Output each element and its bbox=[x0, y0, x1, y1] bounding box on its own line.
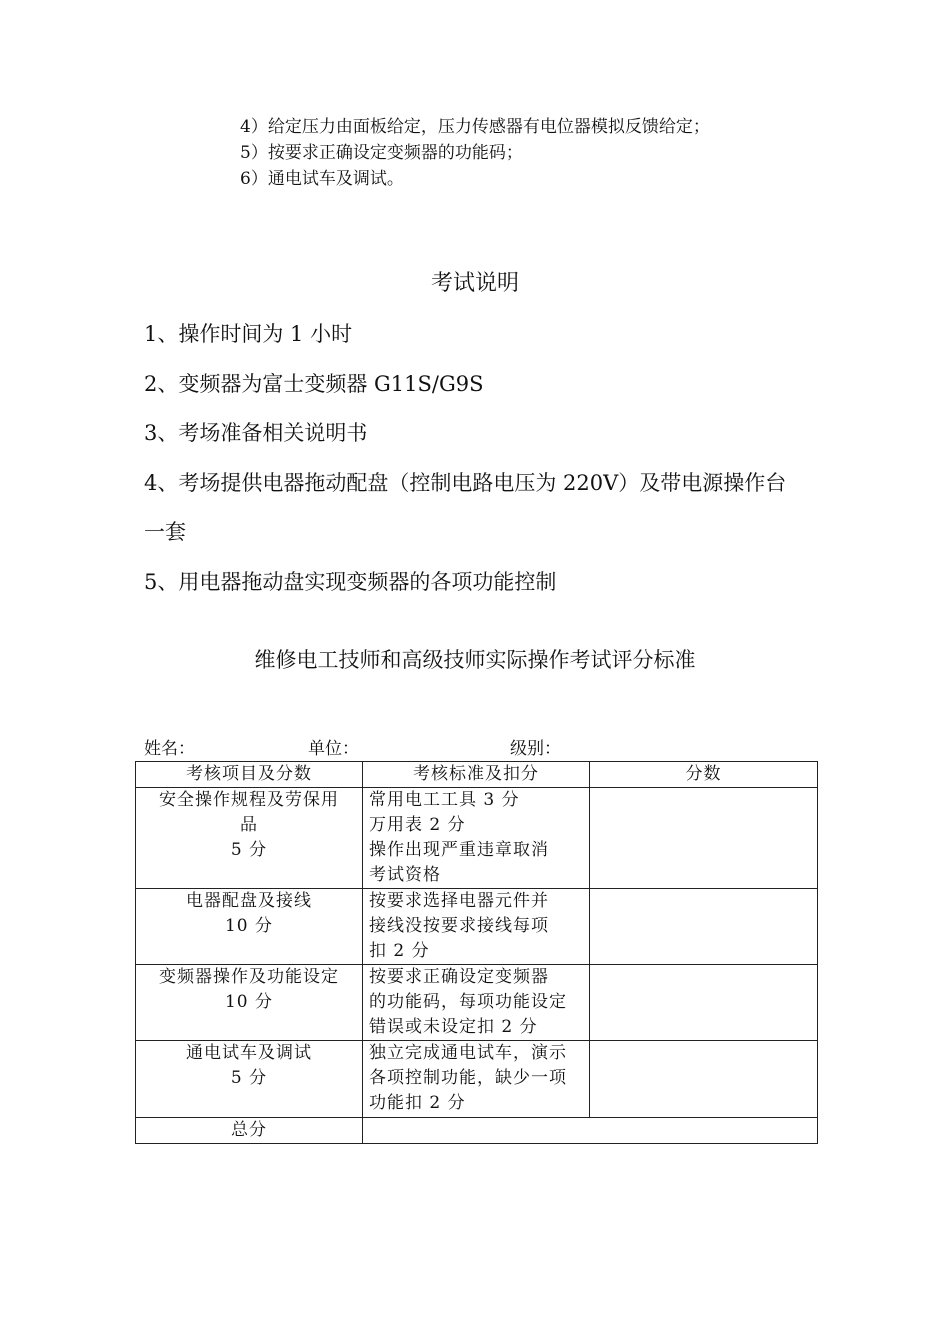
exam-note-4-continued: 一套 bbox=[144, 520, 186, 544]
exam-notes bbox=[144, 316, 824, 613]
header-item: 考核项目及分数 bbox=[136, 762, 363, 788]
step-6: 6）通电试车及调试。 bbox=[240, 169, 404, 189]
score-cell bbox=[590, 965, 818, 1041]
header-standard: 考核标准及扣分 bbox=[363, 762, 590, 788]
table-row bbox=[136, 1041, 818, 1118]
scoring-table bbox=[135, 761, 818, 1144]
score-cell bbox=[590, 788, 818, 889]
exam-note-3: 3、考场准备相关说明书 bbox=[144, 421, 368, 445]
table-header-row bbox=[136, 762, 818, 788]
header-score: 分数 bbox=[590, 762, 818, 788]
total-label: 总分 bbox=[136, 1118, 363, 1144]
total-value-cell bbox=[363, 1118, 818, 1144]
score-cell bbox=[590, 1041, 818, 1118]
item-cell: 变频器操作及功能设定 10 分 bbox=[136, 965, 363, 1041]
table-row bbox=[136, 889, 818, 965]
exam-instructions-title: 考试说明 bbox=[430, 271, 519, 296]
step-5: 5）按要求正确设定变频器的功能码； bbox=[240, 143, 523, 163]
exam-note-4: 4、考场提供电器拖动配盘（控制电路电压为 220V）及带电源操作台 bbox=[144, 470, 787, 495]
total-row bbox=[136, 1118, 818, 1144]
item-cell: 安全操作规程及劳保用 品 5 分 bbox=[136, 788, 363, 889]
table-row bbox=[136, 788, 818, 889]
table-row bbox=[136, 965, 818, 1041]
standard-cell: 常用电工工具 3 分 万用表 2 分 操作出现严重违章取消 考试资格 bbox=[363, 788, 590, 889]
item-cell: 电器配盘及接线 10 分 bbox=[136, 889, 363, 965]
unit-label: 单位： bbox=[308, 739, 359, 759]
level-label: 级别： bbox=[510, 739, 561, 759]
standard-cell: 独立完成通电试车，演示 各项控制功能，缺少一项 功能扣 2 分 bbox=[363, 1041, 590, 1118]
exam-note-1: 1、操作时间为 1 小时 bbox=[144, 322, 353, 346]
step-4: 4）给定压力由面板给定，压力传感器有电位器模拟反馈给定； bbox=[240, 117, 710, 137]
standard-cell: 按要求正确设定变频器 的功能码，每项功能设定 错误或未设定扣 2 分 bbox=[363, 965, 590, 1041]
item-cell: 通电试车及调试 5 分 bbox=[136, 1041, 363, 1118]
standard-cell: 按要求选择电器元件并 接线没按要求接线每项 扣 2 分 bbox=[363, 889, 590, 965]
exam-note-5: 5、用电器拖动盘实现变频器的各项功能控制 bbox=[144, 569, 557, 594]
exam-note-2: 2、变频器为富士变频器 G11S/G9S bbox=[144, 371, 484, 396]
procedure-steps bbox=[240, 114, 860, 192]
score-cell bbox=[590, 889, 818, 965]
scoring-criteria-title: 维修电工技师和高级技师实际操作考试评分标准 bbox=[254, 648, 696, 672]
name-label: 姓名： bbox=[144, 739, 195, 759]
